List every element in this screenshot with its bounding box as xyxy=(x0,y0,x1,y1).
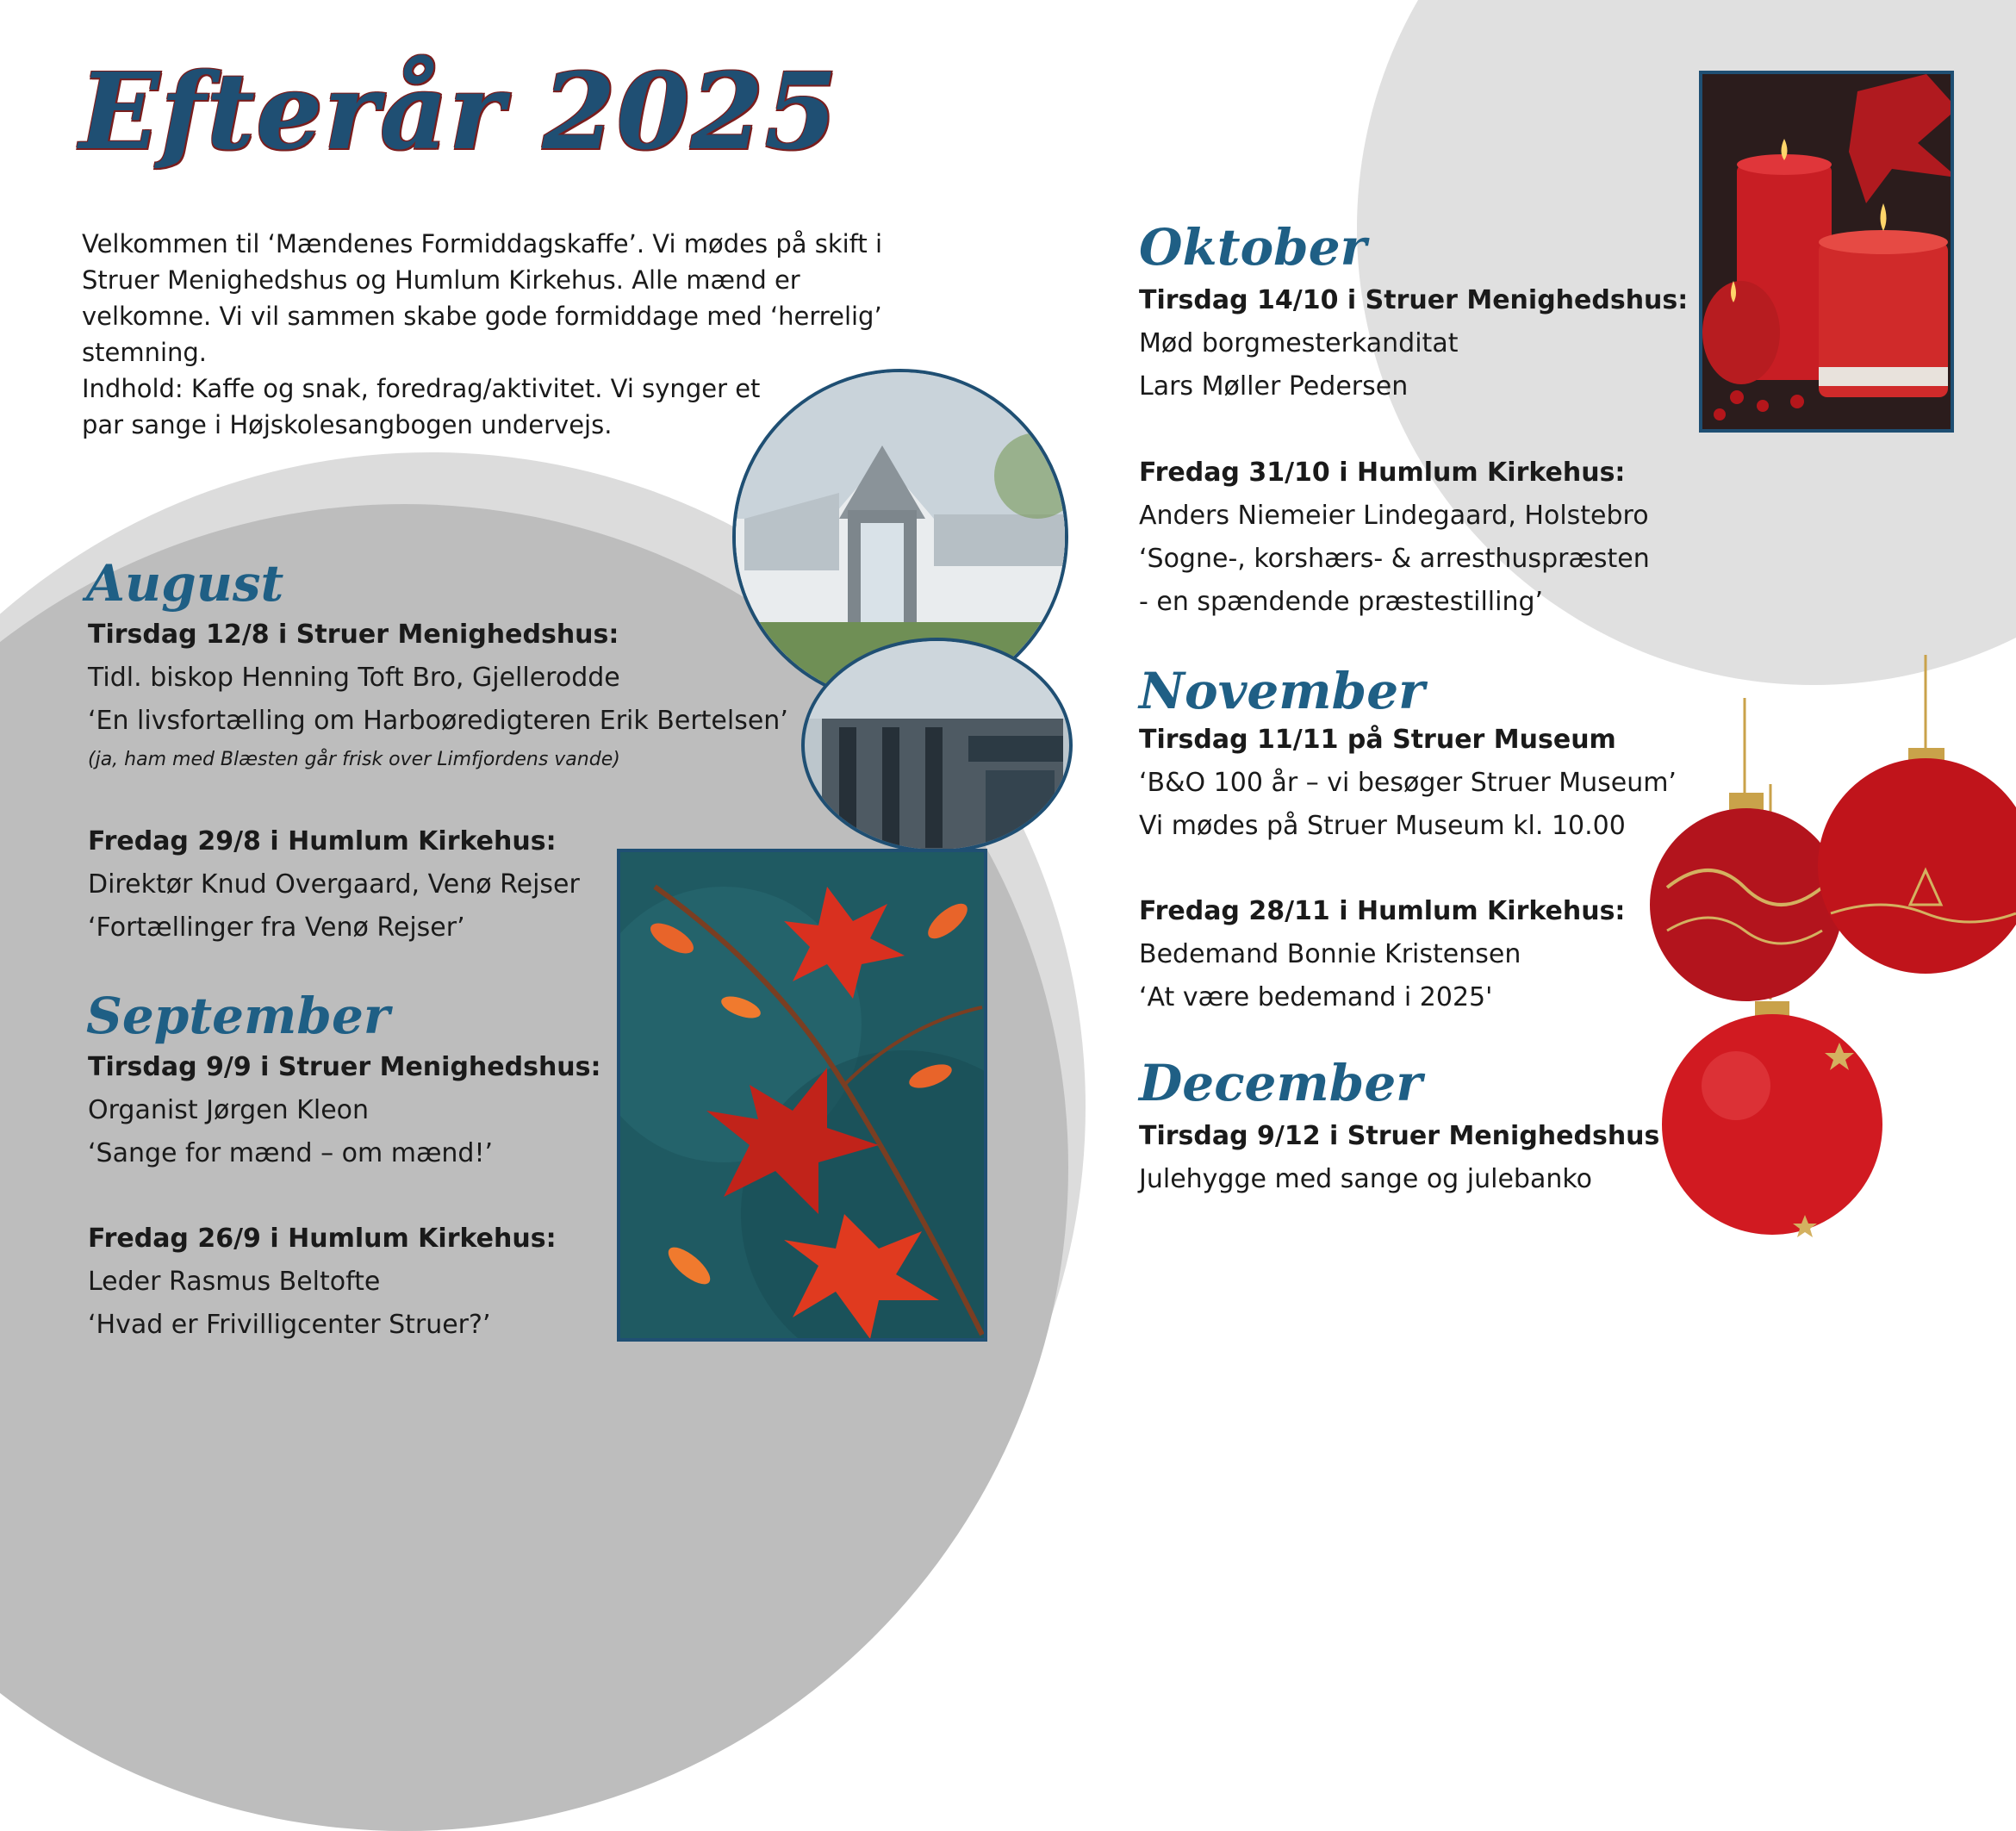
event-line: Organist Jørgen Kleon xyxy=(88,1095,370,1125)
event-okt-31 xyxy=(1139,452,1650,624)
intro-line: stemning. xyxy=(82,338,208,367)
event-heading: Fredag 31/10 i Humlum Kirkehus: xyxy=(1139,458,1626,488)
intro-line: Indhold: Kaffe og snak, foredrag/aktivitet. Vi synger et xyxy=(82,374,761,403)
event-heading: Tirsdag 9/9 i Struer Menighedshus: xyxy=(88,1052,601,1082)
event-sep-26 xyxy=(88,1218,557,1347)
event-heading: Tirsdag 9/12 i Struer Menighedshus xyxy=(1139,1121,1660,1151)
event-line: Anders Niemeier Lindegaard, Holstebro xyxy=(1139,501,1649,531)
christmas-ornaments-image xyxy=(1633,655,2016,1258)
event-heading: Fredag 26/9 i Humlum Kirkehus: xyxy=(88,1224,557,1254)
event-line: Julehygge med sange og julebanko xyxy=(1139,1164,1592,1194)
event-line: ‘Sange for mænd – om mænd!’ xyxy=(88,1138,494,1168)
intro-line: Struer Menighedshus og Humlum Kirkehus. Alle mænd er xyxy=(82,265,800,295)
event-heading: Tirsdag 14/10 i Struer Menighedshus: xyxy=(1139,285,1689,315)
autumn-leaves-photo xyxy=(617,849,987,1342)
event-line: Direktør Knud Overgaard, Venø Rejser xyxy=(88,869,580,900)
event-heading: Fredag 29/8 i Humlum Kirkehus: xyxy=(88,826,557,856)
event-line: Leder Rasmus Beltofte xyxy=(88,1267,381,1297)
event-nov-28 xyxy=(1139,890,1625,1019)
event-heading: Fredag 28/11 i Humlum Kirkehus: xyxy=(1139,896,1626,926)
museum-photo xyxy=(801,638,1073,853)
page-title: Efterår 2025 xyxy=(79,49,839,173)
month-heading-august: August xyxy=(86,554,284,613)
event-sep-9 xyxy=(88,1046,601,1175)
month-heading-september: September xyxy=(86,987,390,1045)
event-line: Tidl. biskop Henning Toft Bro, Gjellerodde xyxy=(88,663,620,693)
event-line: ‘Hvad er Frivilligcenter Struer?’ xyxy=(88,1310,491,1340)
event-heading: Tirsdag 12/8 i Struer Menighedshus: xyxy=(88,620,619,650)
event-line: ‘B&O 100 år – vi besøger Struer Museum’ xyxy=(1139,768,1677,798)
event-aug-29 xyxy=(88,820,580,950)
event-heading: Tirsdag 11/11 på Struer Museum xyxy=(1139,725,1616,755)
event-line: Lars Møller Pedersen xyxy=(1139,371,1409,402)
event-line: - en spændende præstestilling’ xyxy=(1139,587,1544,617)
event-dec-9 xyxy=(1139,1115,1659,1201)
month-heading-oktober: Oktober xyxy=(1139,218,1367,277)
intro-line: velkomne. Vi vil sammen skabe gode formiddage med ‘herrelig’ xyxy=(82,302,882,331)
candles-photo xyxy=(1699,71,1954,433)
event-nov-11 xyxy=(1139,719,1677,848)
intro-line: par sange i Højskolesangbogen undervejs. xyxy=(82,410,613,439)
month-heading-december: December xyxy=(1139,1054,1422,1112)
event-line: ‘Sogne-, korshærs- & arresthuspræsten xyxy=(1139,544,1650,574)
month-heading-november: November xyxy=(1139,662,1425,720)
intro-line: Velkommen til ‘Mændenes Formiddagskaffe’. Vi mødes på skift i xyxy=(82,229,883,258)
event-line: ‘En livsfortælling om Harboøredigteren Erik Bertelsen’ xyxy=(88,706,788,736)
event-note: (ja, ham med Blæsten går frisk over Limfjordens vande) xyxy=(88,749,620,770)
event-line: Mød borgmesterkanditat xyxy=(1139,328,1459,358)
event-okt-14 xyxy=(1139,279,1688,408)
event-aug-12 xyxy=(88,613,788,777)
event-line: Bedemand Bonnie Kristensen xyxy=(1139,939,1521,969)
event-line: Vi mødes på Struer Museum kl. 10.00 xyxy=(1139,811,1626,841)
event-line: ‘Fortællinger fra Venø Rejser’ xyxy=(88,912,465,943)
event-line: ‘At være bedemand i 2025' xyxy=(1139,982,1493,1012)
